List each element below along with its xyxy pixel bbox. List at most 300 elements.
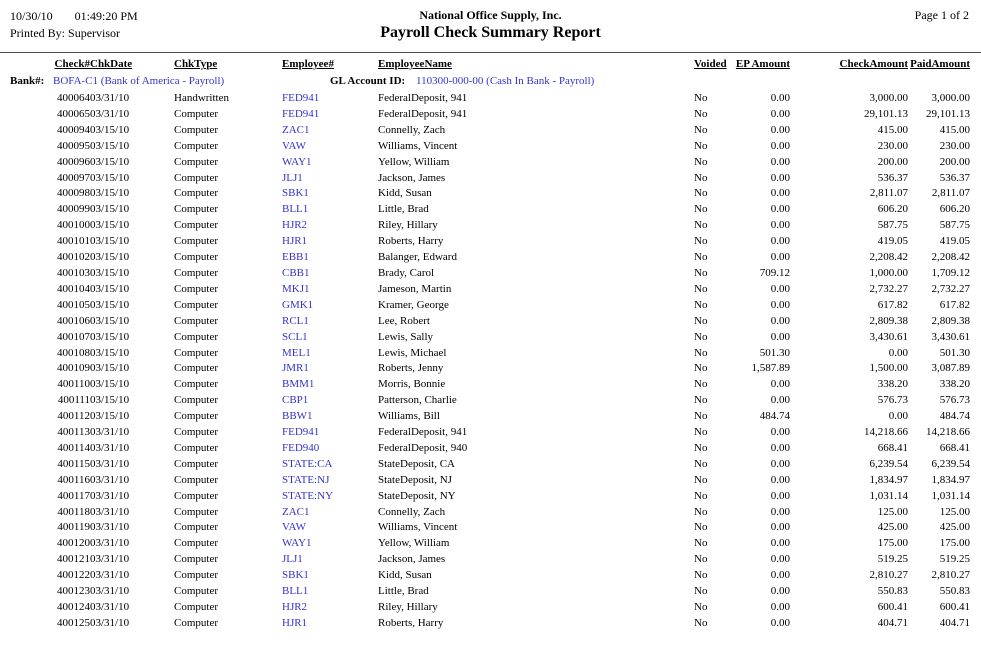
cell-employee-id-link[interactable]: BMM1 <box>282 378 315 391</box>
cell-voided: No <box>694 92 708 104</box>
cell-employee-id-link[interactable]: CBB1 <box>282 266 310 279</box>
cell-ep-amount: 0.00 <box>770 282 790 295</box>
cell-employee-id-link[interactable]: CBP1 <box>282 394 309 407</box>
cell-employee-name: StateDeposit, NY <box>378 489 456 502</box>
cell-check-amount: 1,000.00 <box>869 266 908 279</box>
cell-check-date: 03/15/10 <box>90 314 130 327</box>
check-row <box>0 155 981 171</box>
cell-check-type: Computer <box>174 553 218 566</box>
cell-check-date: 03/15/10 <box>90 187 130 200</box>
cell-voided: No <box>694 601 708 613</box>
cell-check-number: 400125 <box>57 616 90 629</box>
cell-check-amount: 230.00 <box>877 139 908 152</box>
print-time: 01:49:20 PM <box>74 9 138 23</box>
cell-employee-id-link[interactable]: STATE:NY <box>282 489 334 502</box>
cell-employee-id-link[interactable]: SBK1 <box>282 187 309 200</box>
check-row <box>0 330 981 346</box>
cell-employee-name: FederalDeposit, 941 <box>378 92 468 104</box>
cell-employee-id-link[interactable]: VAW <box>282 521 306 534</box>
header-employee-name: EmployeeName <box>378 58 452 71</box>
cell-voided: No <box>694 473 708 486</box>
check-row <box>0 457 981 473</box>
cell-check-amount: 29,101.13 <box>864 107 908 120</box>
cell-employee-name: Riley, Hillary <box>378 601 438 613</box>
cell-employee-id-link[interactable]: HJR1 <box>282 616 308 629</box>
cell-ep-amount: 0.00 <box>770 314 790 327</box>
cell-employee-id-link[interactable]: JLJ1 <box>282 171 303 184</box>
check-row <box>0 218 981 234</box>
printed-by-label: Printed By: <box>10 26 66 40</box>
cell-paid-amount: 536.37 <box>939 171 970 184</box>
cell-check-amount: 175.00 <box>877 537 908 550</box>
cell-employee-name: FederalDeposit, 941 <box>378 426 468 439</box>
cell-check-type: Computer <box>174 569 218 582</box>
cell-paid-amount: 550.83 <box>939 585 970 598</box>
cell-ep-amount: 0.00 <box>770 139 790 152</box>
cell-employee-id-link[interactable]: WAY1 <box>282 155 312 168</box>
cell-check-date: 03/15/10 <box>90 155 130 168</box>
cell-check-amount: 419.05 <box>877 235 908 248</box>
gl-account-id-link[interactable]: 110300-000-00 (Cash In Bank - Payroll) <box>416 75 595 88</box>
cell-check-type: Computer <box>174 521 218 534</box>
cell-check-amount: 606.20 <box>877 203 908 216</box>
cell-employee-id-link[interactable]: STATE:NJ <box>282 473 330 486</box>
cell-paid-amount: 668.41 <box>939 441 970 454</box>
cell-check-type: Computer <box>174 537 218 550</box>
cell-employee-name: Kidd, Susan <box>378 569 432 582</box>
cell-check-number: 400102 <box>57 251 90 264</box>
cell-check-date: 03/31/10 <box>90 569 130 582</box>
cell-check-type: Computer <box>174 266 218 279</box>
cell-check-date: 03/31/10 <box>90 92 130 104</box>
cell-check-number: 400097 <box>57 171 90 184</box>
cell-employee-name: Riley, Hillary <box>378 219 438 232</box>
cell-employee-id-link[interactable]: MEL1 <box>282 346 311 359</box>
cell-employee-id-link[interactable]: WAY1 <box>282 537 312 550</box>
cell-check-type: Computer <box>174 187 218 200</box>
cell-paid-amount: 338.20 <box>939 378 970 391</box>
cell-employee-id-link[interactable]: VAW <box>282 139 306 152</box>
cell-employee-name: Williams, Vincent <box>378 139 458 152</box>
cell-ep-amount: 0.00 <box>770 123 790 136</box>
cell-employee-name: Lee, Robert <box>378 314 430 327</box>
check-row <box>0 298 981 314</box>
cell-employee-name: Lewis, Sally <box>378 330 433 343</box>
cell-check-number: 400109 <box>57 362 90 375</box>
cell-ep-amount: 0.00 <box>770 219 790 232</box>
header-check-date: ChkDate <box>90 58 133 71</box>
cell-voided: No <box>694 298 708 311</box>
cell-check-amount: 587.75 <box>877 219 908 232</box>
cell-voided: No <box>694 553 708 566</box>
check-row <box>0 505 981 521</box>
cell-check-amount: 125.00 <box>877 505 908 518</box>
cell-check-date: 03/31/10 <box>90 521 130 534</box>
cell-employee-id-link[interactable]: HJR1 <box>282 235 308 248</box>
cell-check-amount: 3,000.00 <box>869 92 908 104</box>
cell-ep-amount: 0.00 <box>770 171 790 184</box>
cell-check-type: Computer <box>174 362 218 375</box>
cell-paid-amount: 2,208.42 <box>931 251 970 264</box>
cell-check-date: 03/15/10 <box>90 298 130 311</box>
cell-check-type: Computer <box>174 346 218 359</box>
cell-check-type: Computer <box>174 203 218 216</box>
cell-check-amount: 14,218.66 <box>864 426 908 439</box>
cell-employee-name: StateDeposit, NJ <box>378 473 452 486</box>
cell-check-date: 03/15/10 <box>90 123 130 136</box>
check-row <box>0 441 981 457</box>
cell-voided: No <box>694 251 708 264</box>
cell-ep-amount: 0.00 <box>770 441 790 454</box>
cell-check-type: Computer <box>174 314 218 327</box>
cell-check-type: Computer <box>174 473 218 486</box>
check-row <box>0 489 981 505</box>
cell-employee-id-link[interactable]: FED941 <box>282 92 320 104</box>
cell-employee-name: Morris, Bonnie <box>378 378 446 391</box>
cell-paid-amount: 419.05 <box>939 235 970 248</box>
cell-check-amount: 600.41 <box>877 601 908 613</box>
cell-voided: No <box>694 521 708 534</box>
cell-check-type: Computer <box>174 219 218 232</box>
cell-ep-amount: 0.00 <box>770 92 790 104</box>
check-row <box>0 91 981 107</box>
cell-voided: No <box>694 139 708 152</box>
cell-voided: No <box>694 266 708 279</box>
cell-employee-id-link[interactable]: EBB1 <box>282 251 309 264</box>
cell-paid-amount: 3,430.61 <box>931 330 970 343</box>
cell-ep-amount: 0.00 <box>770 569 790 582</box>
cell-check-type: Computer <box>174 489 218 502</box>
check-row <box>0 346 981 362</box>
cell-check-type: Computer <box>174 251 218 264</box>
cell-check-number: 400105 <box>57 298 90 311</box>
cell-ep-amount: 709.12 <box>759 266 790 279</box>
cell-employee-id-link[interactable]: HJR2 <box>282 601 308 613</box>
cell-check-number: 400064 <box>57 92 90 104</box>
cell-voided: No <box>694 489 708 502</box>
cell-paid-amount: 125.00 <box>939 505 970 518</box>
cell-check-amount: 425.00 <box>877 521 908 534</box>
cell-check-date: 03/15/10 <box>90 251 130 264</box>
print-date: 10/30/10 <box>10 9 53 23</box>
cell-check-date: 03/31/10 <box>90 616 130 629</box>
cell-voided: No <box>694 505 708 518</box>
cell-check-amount: 1,031.14 <box>869 489 908 502</box>
cell-employee-id-link[interactable]: HJR2 <box>282 219 308 232</box>
check-row <box>0 234 981 250</box>
cell-voided: No <box>694 537 708 550</box>
header-check-amount: CheckAmount <box>839 58 908 71</box>
header-employee-id: Employee# <box>282 58 334 71</box>
check-row <box>0 186 981 202</box>
cell-check-type: Computer <box>174 171 218 184</box>
cell-check-amount: 2,809.38 <box>869 314 908 327</box>
cell-employee-id-link[interactable]: BLL1 <box>282 203 309 216</box>
cell-employee-id-link[interactable]: JMR1 <box>282 362 309 375</box>
cell-employee-id-link[interactable]: STATE:CA <box>282 457 333 470</box>
cell-ep-amount: 0.00 <box>770 601 790 613</box>
cell-check-date: 03/15/10 <box>90 266 130 279</box>
cell-ep-amount: 0.00 <box>770 457 790 470</box>
check-row <box>0 425 981 441</box>
cell-employee-name: StateDeposit, CA <box>378 457 455 470</box>
cell-check-number: 400115 <box>57 457 90 470</box>
printed-by-value: Supervisor <box>68 26 121 40</box>
cell-paid-amount: 1,834.97 <box>931 473 970 486</box>
check-row <box>0 473 981 489</box>
cell-check-number: 400065 <box>57 107 90 120</box>
report-title: Payroll Check Summary Report <box>380 24 601 41</box>
cell-voided: No <box>694 426 708 439</box>
cell-check-type: Computer <box>174 139 218 152</box>
header-divider <box>0 52 981 53</box>
cell-ep-amount: 0.00 <box>770 298 790 311</box>
cell-check-date: 03/31/10 <box>90 426 130 439</box>
cell-ep-amount: 0.00 <box>770 426 790 439</box>
cell-employee-name: Little, Brad <box>378 585 429 598</box>
cell-employee-name: Patterson, Charlie <box>378 394 457 407</box>
cell-paid-amount: 519.25 <box>939 553 970 566</box>
cell-voided: No <box>694 362 708 375</box>
cell-ep-amount: 1,587.89 <box>751 362 790 375</box>
cell-employee-name: Connelly, Zach <box>378 505 446 518</box>
cell-check-type: Computer <box>174 235 218 248</box>
cell-employee-name: Kramer, George <box>378 298 449 311</box>
cell-voided: No <box>694 235 708 248</box>
cell-voided: No <box>694 616 708 629</box>
check-row <box>0 123 981 139</box>
cell-paid-amount: 587.75 <box>939 219 970 232</box>
cell-employee-id-link[interactable]: ZAC1 <box>282 123 310 136</box>
cell-paid-amount: 230.00 <box>939 139 970 152</box>
check-row <box>0 584 981 600</box>
cell-employee-id-link[interactable]: SCL1 <box>282 330 308 343</box>
bank-label: Bank#: <box>10 75 45 88</box>
cell-employee-id-link[interactable]: MKJ1 <box>282 282 310 295</box>
cell-paid-amount: 14,218.66 <box>926 426 970 439</box>
cell-ep-amount: 0.00 <box>770 155 790 168</box>
cell-check-amount: 2,732.27 <box>869 282 908 295</box>
cell-check-date: 03/15/10 <box>90 394 130 407</box>
cell-check-type: Computer <box>174 616 218 629</box>
cell-ep-amount: 0.00 <box>770 616 790 629</box>
cell-paid-amount: 617.82 <box>939 298 970 311</box>
cell-check-amount: 6,239.54 <box>869 457 908 470</box>
cell-check-type: Computer <box>174 410 218 423</box>
cell-employee-name: Roberts, Jenny <box>378 362 444 375</box>
column-header-row <box>0 56 981 73</box>
cell-voided: No <box>694 330 708 343</box>
cell-paid-amount: 600.41 <box>939 601 970 613</box>
cell-employee-name: Jackson, James <box>378 553 446 566</box>
cell-employee-name: Roberts, Harry <box>378 235 444 248</box>
cell-voided: No <box>694 219 708 232</box>
cell-voided: No <box>694 410 708 423</box>
cell-employee-name: Kidd, Susan <box>378 187 432 200</box>
check-row <box>0 139 981 155</box>
cell-employee-name: Jameson, Martin <box>378 282 452 295</box>
cell-check-amount: 668.41 <box>877 441 908 454</box>
cell-check-number: 400123 <box>57 585 90 598</box>
cell-employee-name: Roberts, Harry <box>378 616 444 629</box>
cell-employee-name: Yellow, William <box>378 537 450 550</box>
cell-employee-id-link[interactable]: BBW1 <box>282 410 313 423</box>
cell-check-number: 400112 <box>57 410 90 423</box>
cell-check-date: 03/15/10 <box>90 139 130 152</box>
cell-check-amount: 519.25 <box>877 553 908 566</box>
cell-check-date: 03/15/10 <box>90 362 130 375</box>
cell-voided: No <box>694 378 708 391</box>
cell-check-number: 400104 <box>57 282 90 295</box>
cell-employee-id-link[interactable]: FED940 <box>282 441 320 454</box>
cell-check-number: 400103 <box>57 266 90 279</box>
cell-paid-amount: 415.00 <box>939 123 970 136</box>
cell-check-number: 400101 <box>57 235 90 248</box>
company-name: National Office Supply, Inc. <box>419 8 562 22</box>
cell-paid-amount: 3,000.00 <box>931 92 970 104</box>
cell-check-type: Computer <box>174 441 218 454</box>
cell-check-number: 400106 <box>57 314 90 327</box>
cell-paid-amount: 576.73 <box>939 394 970 407</box>
cell-check-type: Computer <box>174 330 218 343</box>
cell-check-amount: 617.82 <box>877 298 908 311</box>
check-row <box>0 107 981 123</box>
cell-employee-id-link[interactable]: FED941 <box>282 426 320 439</box>
cell-employee-id-link[interactable]: SBK1 <box>282 569 309 582</box>
cell-check-type: Computer <box>174 298 218 311</box>
cell-check-date: 03/31/10 <box>90 441 130 454</box>
cell-check-number: 400098 <box>57 187 90 200</box>
bank-subheader-row <box>0 73 981 91</box>
cell-check-date: 03/31/10 <box>90 553 130 566</box>
cell-check-amount: 415.00 <box>877 123 908 136</box>
cell-check-number: 400095 <box>57 139 90 152</box>
cell-check-number: 400119 <box>57 521 90 534</box>
cell-ep-amount: 0.00 <box>770 489 790 502</box>
cell-employee-id-link[interactable]: RCL1 <box>282 314 309 327</box>
cell-employee-name: Yellow, William <box>378 155 450 168</box>
cell-voided: No <box>694 155 708 168</box>
report-header <box>0 0 981 50</box>
cell-check-number: 400108 <box>57 346 90 359</box>
cell-employee-id-link[interactable]: FED941 <box>282 107 320 120</box>
cell-ep-amount: 0.00 <box>770 505 790 518</box>
check-row <box>0 568 981 584</box>
header-ep-amount: EP Amount <box>735 58 790 71</box>
check-row <box>0 393 981 409</box>
cell-check-amount: 536.37 <box>877 171 908 184</box>
cell-voided: No <box>694 394 708 407</box>
cell-check-type: Computer <box>174 505 218 518</box>
cell-voided: No <box>694 346 708 359</box>
cell-check-date: 03/31/10 <box>90 537 130 550</box>
cell-check-number: 400116 <box>57 473 90 486</box>
cell-voided: No <box>694 569 708 582</box>
cell-check-date: 03/15/10 <box>90 410 130 423</box>
cell-check-date: 03/15/10 <box>90 330 130 343</box>
cell-check-number: 400122 <box>57 569 90 582</box>
cell-voided: No <box>694 314 708 327</box>
cell-check-date: 03/31/10 <box>90 601 130 613</box>
cell-employee-id-link[interactable]: GMK1 <box>282 298 314 311</box>
cell-check-amount: 2,810.27 <box>869 569 908 582</box>
cell-check-number: 400121 <box>57 553 90 566</box>
check-row <box>0 616 981 632</box>
cell-ep-amount: 0.00 <box>770 585 790 598</box>
cell-check-type: Computer <box>174 282 218 295</box>
cell-check-number: 400110 <box>57 378 90 391</box>
cell-check-date: 03/15/10 <box>90 219 130 232</box>
cell-voided: No <box>694 441 708 454</box>
cell-voided: No <box>694 187 708 200</box>
check-row <box>0 266 981 282</box>
cell-employee-name: Connelly, Zach <box>378 123 446 136</box>
header-check-type: ChkType <box>174 58 218 71</box>
cell-paid-amount: 2,809.38 <box>931 314 970 327</box>
cell-check-amount: 550.83 <box>877 585 908 598</box>
cell-employee-id-link[interactable]: JLJ1 <box>282 553 303 566</box>
cell-check-date: 03/31/10 <box>90 457 130 470</box>
cell-employee-name: Jackson, James <box>378 171 446 184</box>
cell-paid-amount: 1,709.12 <box>931 266 970 279</box>
check-row <box>0 552 981 568</box>
cell-voided: No <box>694 457 708 470</box>
cell-paid-amount: 3,087.89 <box>931 362 970 375</box>
cell-employee-name: Little, Brad <box>378 203 429 216</box>
check-row <box>0 409 981 425</box>
cell-check-type: Handwritten <box>174 92 229 104</box>
check-row <box>0 171 981 187</box>
cell-check-amount: 2,208.42 <box>869 251 908 264</box>
cell-voided: No <box>694 203 708 216</box>
gl-account-label: GL Account ID: <box>330 75 406 88</box>
cell-employee-id-link[interactable]: BLL1 <box>282 585 309 598</box>
cell-paid-amount: 175.00 <box>939 537 970 550</box>
cell-ep-amount: 0.00 <box>770 235 790 248</box>
cell-employee-name: FederalDeposit, 941 <box>378 107 468 120</box>
header-paid-amount: PaidAmount <box>910 58 970 71</box>
cell-voided: No <box>694 585 708 598</box>
cell-check-type: Computer <box>174 601 218 613</box>
cell-check-date: 03/31/10 <box>90 505 130 518</box>
check-row <box>0 250 981 266</box>
cell-paid-amount: 425.00 <box>939 521 970 534</box>
cell-check-date: 03/15/10 <box>90 203 130 216</box>
cell-check-type: Computer <box>174 155 218 168</box>
bank-id-link[interactable]: BOFA-C1 (Bank of America - Payroll) <box>53 75 225 88</box>
cell-paid-amount: 2,810.27 <box>931 569 970 582</box>
cell-check-type: Computer <box>174 426 218 439</box>
cell-check-number: 400117 <box>57 489 90 502</box>
bank-subheader <box>0 73 981 91</box>
cell-employee-name: Balanger, Edward <box>378 251 457 264</box>
cell-check-number: 400113 <box>57 426 90 439</box>
cell-voided: No <box>694 171 708 184</box>
cell-check-date: 03/31/10 <box>90 473 130 486</box>
cell-paid-amount: 501.30 <box>939 346 970 359</box>
cell-employee-name: Williams, Bill <box>378 410 440 423</box>
cell-ep-amount: 0.00 <box>770 251 790 264</box>
cell-check-date: 03/15/10 <box>90 378 130 391</box>
cell-employee-id-link[interactable]: ZAC1 <box>282 505 310 518</box>
cell-check-number: 400107 <box>57 330 90 343</box>
cell-ep-amount: 501.30 <box>759 346 790 359</box>
cell-ep-amount: 0.00 <box>770 187 790 200</box>
cell-check-date: 03/15/10 <box>90 171 130 184</box>
cell-check-amount: 1,834.97 <box>869 473 908 486</box>
cell-paid-amount: 484.74 <box>939 410 970 423</box>
cell-voided: No <box>694 107 708 120</box>
